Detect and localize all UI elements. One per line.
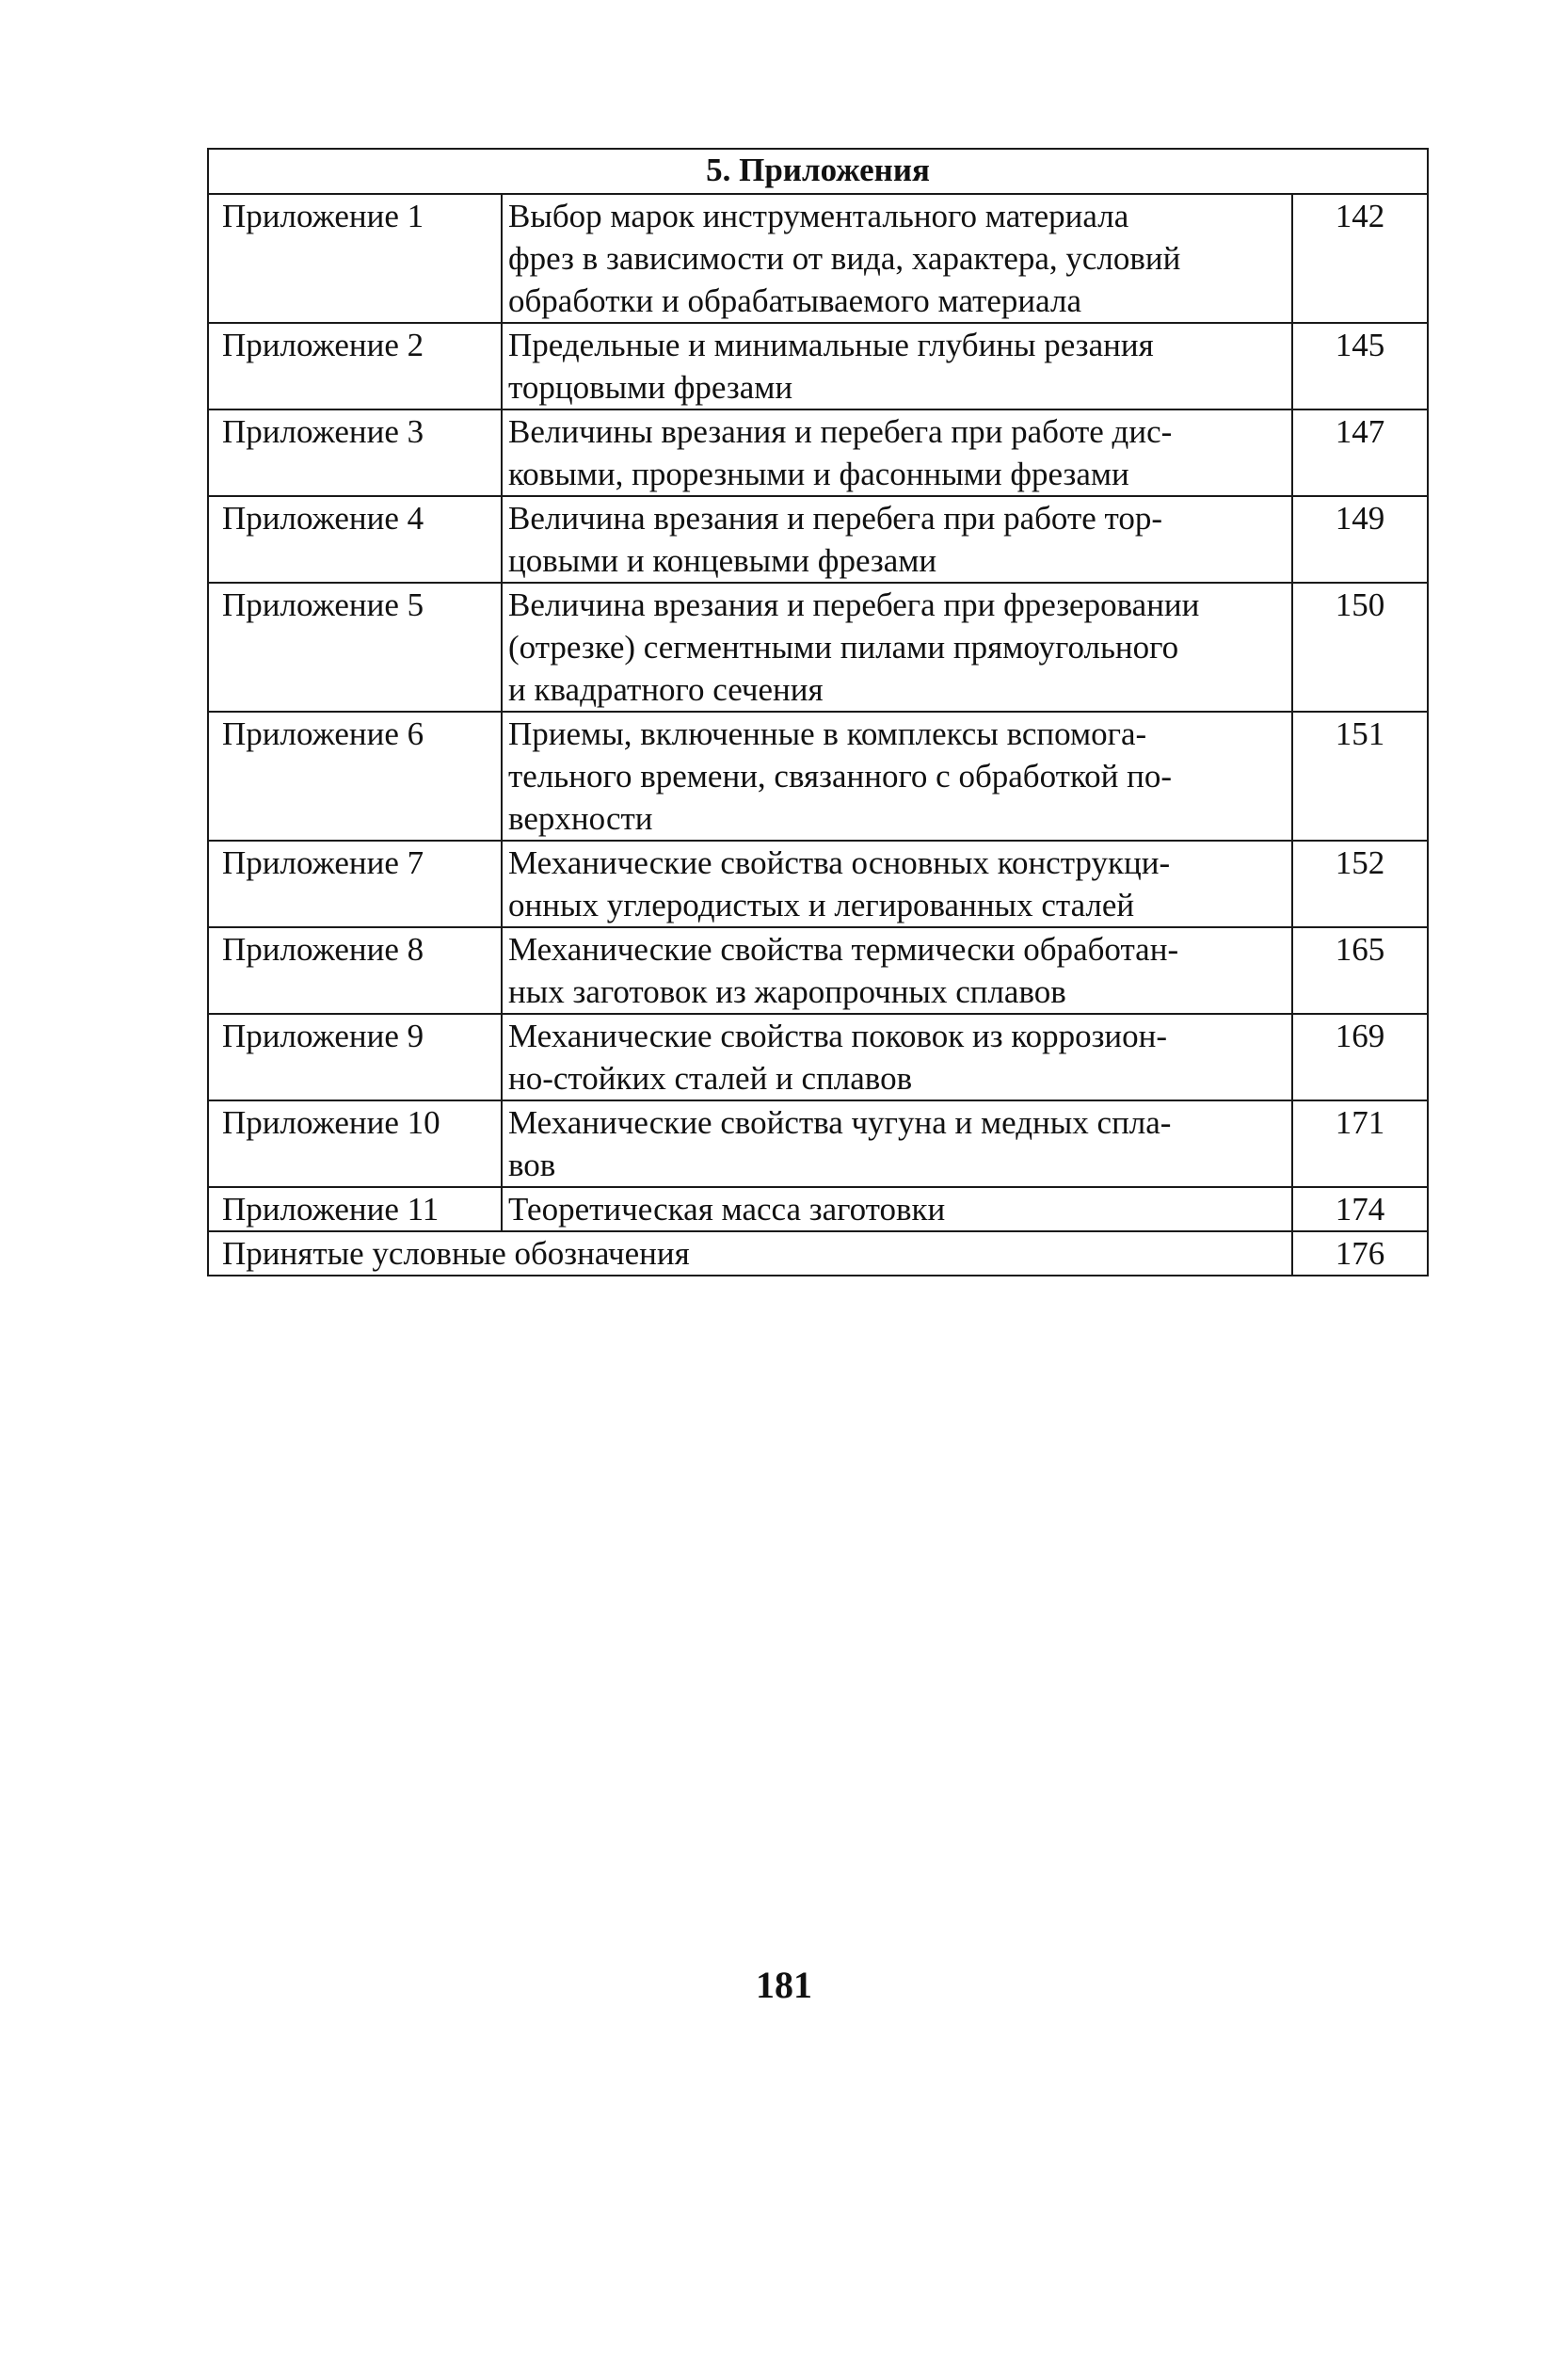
appendix-title-line: ковыми, прорезными и фасонными фрезами <box>508 456 1129 492</box>
appendix-label: Приложение 2 <box>208 323 502 409</box>
appendix-title <box>502 583 1292 712</box>
appendix-title-line: Величины врезания и перебега при работе дис- <box>508 413 1173 450</box>
appendix-page: 149 <box>1292 496 1428 583</box>
toc-table <box>207 148 1429 1276</box>
appendix-label: Приложение 1 <box>208 194 502 323</box>
appendix-page: 171 <box>1292 1100 1428 1187</box>
appendix-page: 174 <box>1292 1187 1428 1231</box>
appendix-page: 147 <box>1292 409 1428 496</box>
appendix-label: Приложение 3 <box>208 409 502 496</box>
appendix-label: Приложение 10 <box>208 1100 502 1187</box>
appendix-title-line: торцовыми фрезами <box>508 369 793 406</box>
appendix-page: 151 <box>1292 712 1428 841</box>
appendix-page: 145 <box>1292 323 1428 409</box>
appendix-title-line: ных заготовок из жаропрочных сплавов <box>508 973 1066 1010</box>
appendix-label: Приложение 8 <box>208 927 502 1014</box>
appendix-title-line: вов <box>508 1147 556 1183</box>
toc-row <box>208 1100 1428 1187</box>
notation-label: Принятые условные обозначения <box>208 1231 1292 1276</box>
appendix-label: Приложение 6 <box>208 712 502 841</box>
appendix-page: 142 <box>1292 194 1428 323</box>
appendix-title-line: но-стойких сталей и сплавов <box>508 1060 913 1097</box>
appendix-page: 165 <box>1292 927 1428 1014</box>
appendix-title <box>502 1100 1292 1187</box>
appendix-title-line: Выбор марок инструментального материала <box>508 198 1129 234</box>
appendix-title-line: фрез в зависимости от вида, характера, условий <box>508 240 1181 277</box>
appendix-title <box>502 841 1292 927</box>
notation-page: 176 <box>1292 1231 1428 1276</box>
toc-row <box>208 1014 1428 1100</box>
appendix-title-line: и квадратного сечения <box>508 671 824 708</box>
appendix-title-line: (отрезке) сегментными пилами прямоугольного <box>508 629 1179 666</box>
toc-row-final <box>208 1231 1428 1276</box>
appendix-title-line: Предельные и минимальные глубины резания <box>508 327 1154 363</box>
toc-row <box>208 841 1428 927</box>
appendix-page: 152 <box>1292 841 1428 927</box>
appendix-title-line: Величина врезания и перебега при фрезеровании <box>508 586 1200 623</box>
page-number: 181 <box>756 1964 812 2006</box>
appendix-title-line: цовыми и концевыми фрезами <box>508 542 937 579</box>
appendix-title <box>502 712 1292 841</box>
appendix-title-line: Механические свойства основных конструкци- <box>508 844 1171 881</box>
toc-row <box>208 194 1428 323</box>
appendix-label: Приложение 11 <box>208 1187 502 1231</box>
appendix-title-line: Механические свойства чугуна и медных спла- <box>508 1104 1172 1141</box>
section-title: 5. Приложения <box>208 149 1428 194</box>
toc-row <box>208 496 1428 583</box>
appendix-title-line: обработки и обрабатываемого материала <box>508 282 1081 319</box>
toc-row <box>208 583 1428 712</box>
appendix-title <box>502 1014 1292 1100</box>
section-header-row <box>208 149 1428 194</box>
appendix-page: 169 <box>1292 1014 1428 1100</box>
toc-row <box>208 1187 1428 1231</box>
appendix-title-line: онных углеродистых и легированных сталей <box>508 887 1135 923</box>
appendix-title <box>502 496 1292 583</box>
appendix-title-line: Приемы, включенные в комплексы вспомога- <box>508 715 1147 752</box>
appendix-title <box>502 194 1292 323</box>
toc-row <box>208 409 1428 496</box>
toc-body <box>208 194 1428 1276</box>
appendix-page: 150 <box>1292 583 1428 712</box>
appendix-title <box>502 1187 1292 1231</box>
appendix-title <box>502 927 1292 1014</box>
appendix-label: Приложение 9 <box>208 1014 502 1100</box>
appendix-title-line: тельного времени, связанного с обработкой по- <box>508 758 1173 795</box>
appendix-label: Приложение 7 <box>208 841 502 927</box>
appendix-title-line: Механические свойства термически обработан- <box>508 931 1179 968</box>
appendix-title-line: Величина врезания и перебега при работе тор- <box>508 500 1163 537</box>
appendix-label: Приложение 4 <box>208 496 502 583</box>
toc-row <box>208 927 1428 1014</box>
toc-row <box>208 323 1428 409</box>
appendix-title <box>502 409 1292 496</box>
appendix-label: Приложение 5 <box>208 583 502 712</box>
appendix-title-line: верхности <box>508 800 653 837</box>
appendix-title <box>502 323 1292 409</box>
toc-row <box>208 712 1428 841</box>
appendix-title-line: Теоретическая масса заготовки <box>508 1191 946 1228</box>
appendix-title-line: Механические свойства поковок из коррозион- <box>508 1018 1168 1054</box>
